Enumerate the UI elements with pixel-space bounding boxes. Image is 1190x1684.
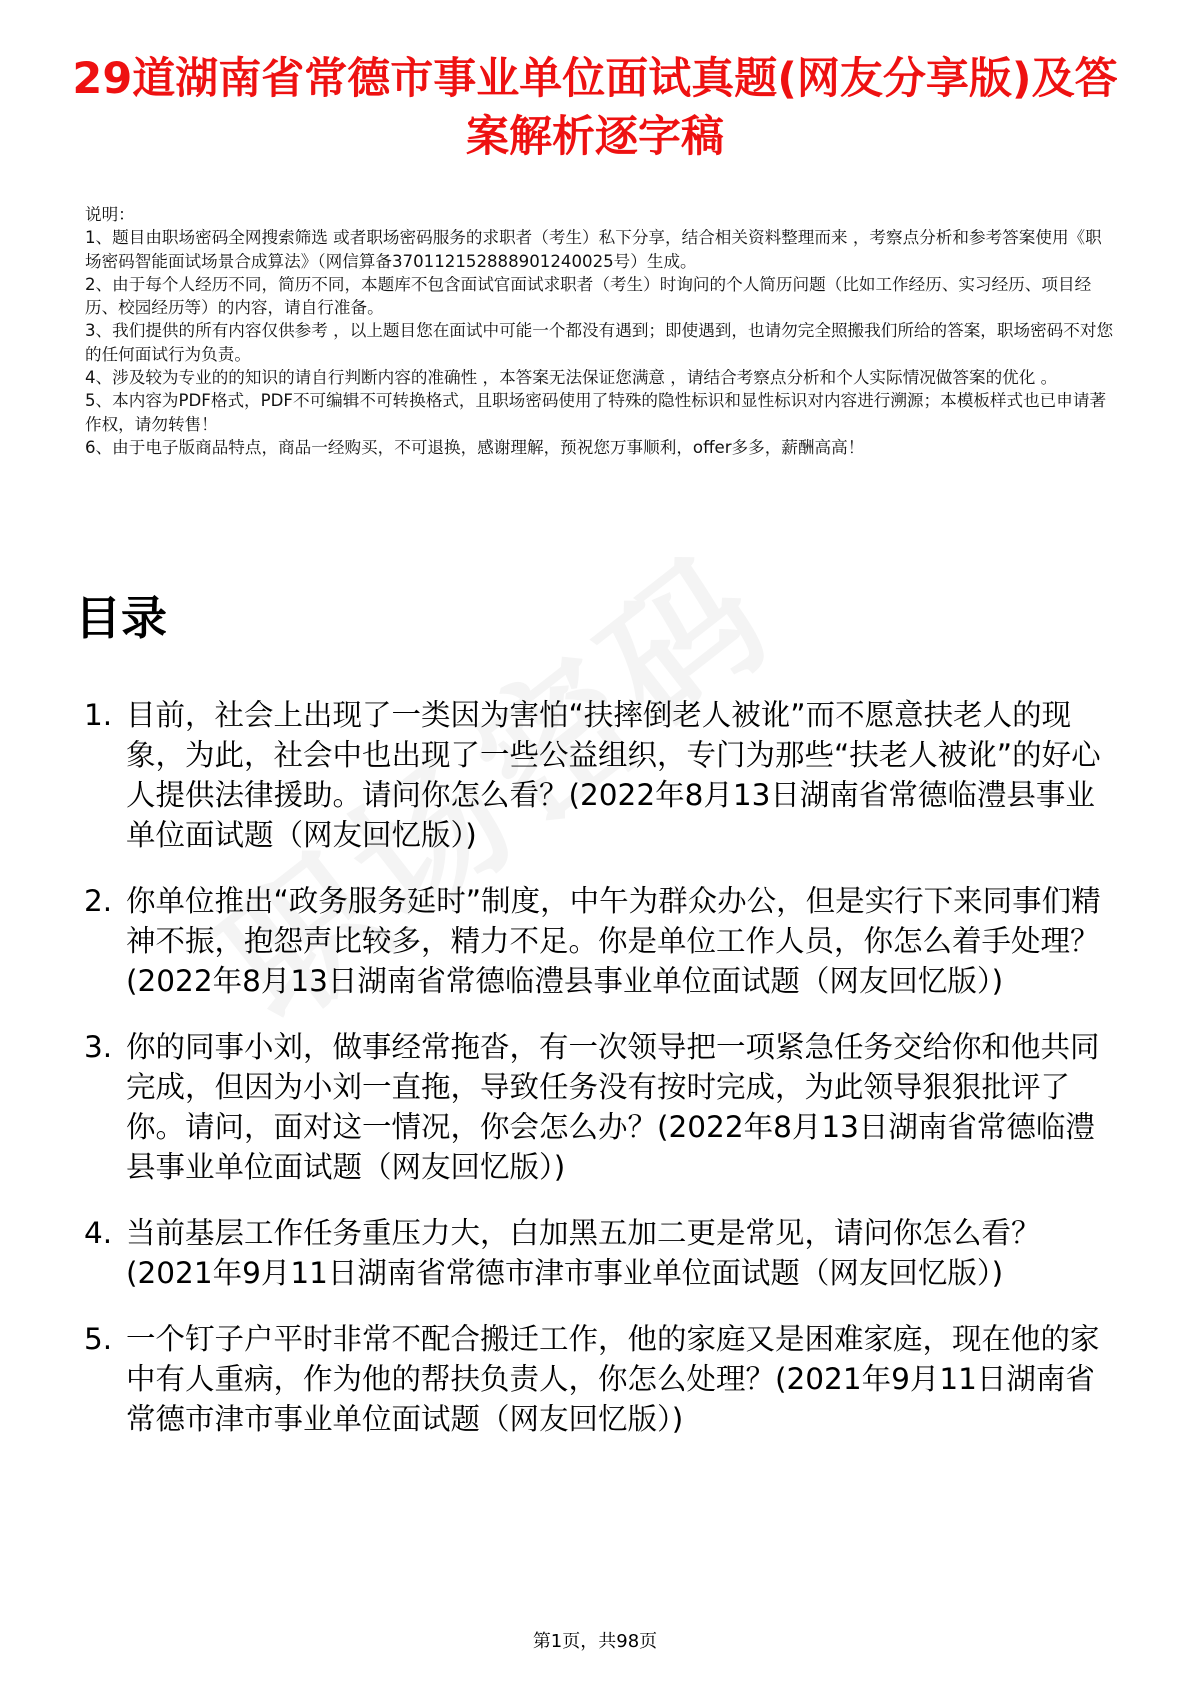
- toc-item[interactable]: [84, 1027, 1124, 1187]
- toc-item-number: 5.: [84, 1322, 113, 1356]
- toc-item[interactable]: [84, 1213, 1124, 1293]
- toc-heading: 目录: [75, 591, 167, 645]
- toc-item-number: 4.: [84, 1216, 113, 1250]
- notes-item: 6、由于电子版商品特点，商品一经购买，不可退换，感谢理解，预祝您万事顺利，offer多多，薪酬高高！: [85, 437, 865, 457]
- toc-item-text: 目前，社会上出现了一类因为害怕“扶摔倒老人被讹”而不愿意扶老人的现象，为此，社会中也出现了一些公益组织，专门为那些“扶老人被讹”的好心人提供法律援助。请问你怎么看？(2022年8月13日湖南省常德临澧县事业单位面试题（网友回忆版）): [126, 698, 1101, 852]
- page-footer: 第1页，共98页: [532, 1631, 658, 1652]
- toc-item-text: 一个钉子户平时非常不配合搬迁工作，他的家庭又是困难家庭，现在他的家中有人重病，作为他的帮扶负责人，你怎么处理？(2021年9月11日湖南省常德市津市事业单位面试题（网友回忆版）): [126, 1322, 1100, 1436]
- notes-item: 2、由于每个人经历不同，简历不同，本题库不包含面试官面试求职者（考生）时询问的个人简历问题（比如工作经历、实习经历、项目经历、校园经历等）的内容，请自行准备。: [85, 274, 1092, 318]
- toc-list: [84, 695, 1124, 1465]
- toc-item[interactable]: [84, 695, 1124, 855]
- notes-item: 5、本内容为PDF格式，PDF不可编辑不可转换格式，且职场密码使用了特殊的隐性标识和显性标识对内容进行溯源；本模板样式也已申请著作权，请勿转售！: [85, 391, 1107, 434]
- notes-item: 4、涉及较为专业的的知识的请自行判断内容的准确性 ，本答案无法保证您满意 ，请结合考察点分析和个人实际情况做答案的优化 。: [85, 368, 1058, 388]
- toc-item[interactable]: [84, 881, 1124, 1001]
- toc-item-number: 2.: [84, 884, 113, 918]
- toc-item-text: 当前基层工作任务重压力大，白加黑五加二更是常见，请问你怎么看？(2021年9月11日湖南省常德市津市事业单位面试题（网友回忆版）): [126, 1216, 1041, 1290]
- notes-heading: 说明：: [85, 205, 135, 224]
- toc-item-number: 3.: [84, 1030, 113, 1064]
- toc-item-text: 你单位推出“政务服务延时”制度，中午为群众办公，但是实行下来同事们精神不振，抱怨声比较多，精力不足。你是单位工作人员，你怎么着手处理？(2022年8月13日湖南省常德临澧县事业单位面试题（网友回忆版）): [126, 884, 1101, 998]
- toc-item-number: 1.: [84, 698, 113, 732]
- notes-section: [85, 203, 1115, 459]
- document-title: 29道湖南省常德市事业单位面试真题(网友分享版)及答案解析逐字稿: [72, 54, 1118, 162]
- toc-item-text: 你的同事小刘，做事经常拖沓，有一次领导把一项紧急任务交给你和他共同完成，但因为小刘一直拖，导致任务没有按时完成，为此领导狠狠批评了你。请问，面对这一情况，你会怎么办？(2022年8月13日湖南省常德临澧县事业单位面试题（网友回忆版）): [126, 1030, 1100, 1184]
- toc-item[interactable]: [84, 1319, 1124, 1439]
- notes-item: 1、题目由职场密码全网搜索筛选 或者职场密码服务的求职者（考生）私下分享，结合相关资料整理而来 ，考察点分析和参考答案使用《职场密码智能面试场景合成算法》（网信算备370112152888901240025号）生成。: [85, 228, 1102, 271]
- notes-item: 3、我们提供的所有内容仅供参考 ，以上题目您在面试中可能一个都没有遇到；即使遇到，也请勿完全照搬我们所给的答案，职场密码不对您的任何面试行为负责。: [85, 321, 1114, 364]
